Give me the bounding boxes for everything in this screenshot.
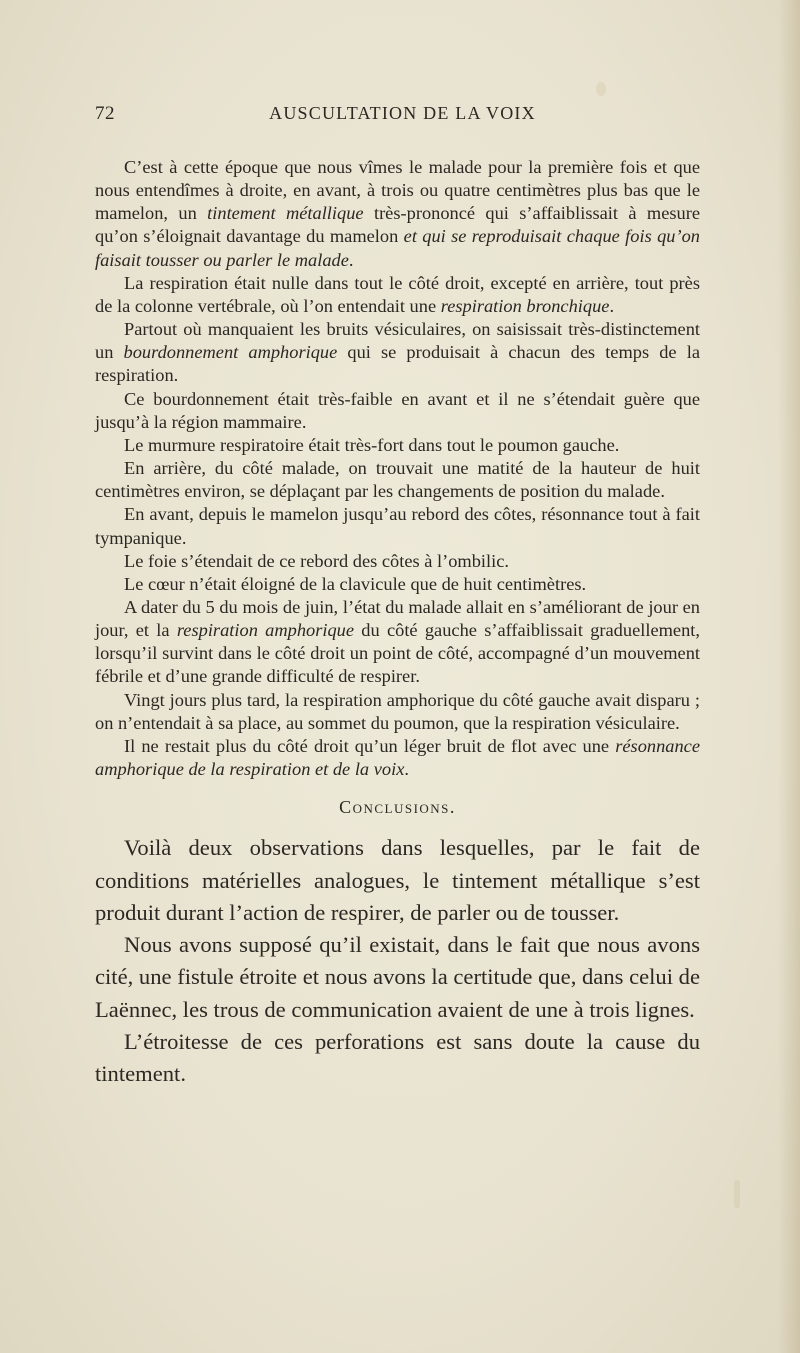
paragraph: [95, 272, 700, 318]
text-run: Partout où manquaient les bruits vésiculaires, on saisissait très-distinctement un: [95, 319, 700, 363]
italic-text: respiration amphorique: [176, 620, 355, 641]
paragraph: [95, 735, 700, 781]
paragraph: Le cœur n’était éloigné de la clavicule que de huit centimètres.: [124, 573, 587, 594]
paragraph: Le foie s’étendait de ce rebord des côtes à l’ombilic.: [124, 550, 510, 571]
conclusion-paragraph: L’étroitesse de ces perforations est sans doute la cause du tintement.: [95, 1029, 700, 1087]
paragraph: [95, 156, 700, 272]
paragraph: En arrière, du côté malade, on trouvait une matité de la hauteur de huit centimètres environ, se déplaçant par les changements de position du malade.: [95, 458, 700, 502]
italic-text: bourdonnement amphorique: [123, 342, 338, 363]
text-run: .: [404, 759, 409, 780]
paragraph: [95, 596, 700, 689]
page-header: [95, 103, 700, 133]
paragraph: Le murmure respiratoire était très-fort dans tout le poumon gauche.: [124, 434, 620, 455]
text-run: C’est à cette époque que nous vîmes le malade pour la première fois et que nous entendîmes à droite, en avant, à trois ou quatre centimètres plus bas que le mamelon, un: [95, 157, 700, 224]
text-run: qui se produisait à chacun des temps de la respiration.: [95, 342, 700, 386]
text-run: La respiration était nulle dans tout le côté droit, excepté en arrière, tout près de la colonne vertébrale, où l’on entendait une: [95, 272, 700, 316]
paper-stain: [734, 1180, 740, 1208]
conclusion-paragraph: Voilà deux observations dans lesquelles, par le fait de conditions matérielles analogues, le tintement métallique s’est produit durant l’action de respirer, de parler ou de tousser.: [95, 835, 700, 925]
paper-stain: [596, 82, 606, 96]
paragraph: En avant, depuis le mamelon jusqu’au rebord des côtes, résonnance tout à fait tympanique.: [95, 504, 700, 548]
text-run: .: [348, 249, 354, 270]
body-text: [95, 156, 700, 1091]
italic-text: résonnance amphorique de la respiration et de la voix: [95, 735, 700, 780]
text-run: du côté gauche s’affaiblissait graduellement, lorsqu’il survint dans le côté droit un point de côté, accompagné d’un mouvement fébrile et d’une grande difficulté de respirer.: [95, 620, 700, 687]
paragraph: Ce bourdonnement était très-faible en avant et il ne s’étendait guère que jusqu’à la région mammaire.: [95, 388, 700, 432]
running-title: AUSCULTATION DE LA VOIX: [269, 103, 536, 123]
page-edge-shadow: [778, 0, 800, 1353]
text-run: très-prononcé qui s’affaiblissait à mesure qu’on s’éloignait davantage du mamelon: [95, 203, 701, 247]
text-run: A dater du 5 du mois de juin, l’état du malade allait en s’améliorant de jour en jour, et la: [95, 596, 700, 641]
section-heading: Conclusions.: [339, 797, 456, 818]
italic-text: et qui se reproduisait chaque fois qu’on faisait tousser ou parler le malade: [95, 226, 700, 270]
italic-text: tintement métallique: [207, 203, 364, 224]
text-run: .: [609, 295, 615, 316]
page-number: 72: [95, 103, 115, 124]
text-run: Il ne restait plus du côté droit qu’un léger bruit de flot avec une: [124, 735, 616, 756]
paragraph: [95, 318, 700, 387]
italic-text: respiration bronchique: [440, 295, 610, 316]
paragraph: Vingt jours plus tard, la respiration amphorique du côté gauche avait disparu ; on n’entendait à sa place, au sommet du poumon, que la respiration vésiculaire.: [95, 689, 700, 733]
conclusion-paragraph: Nous avons supposé qu’il existait, dans le fait que nous avons cité, une fistule étroite et nous avons la certitude que, dans celui de Laënnec, les trous de communication avaient de une à trois lignes.: [95, 932, 700, 1022]
